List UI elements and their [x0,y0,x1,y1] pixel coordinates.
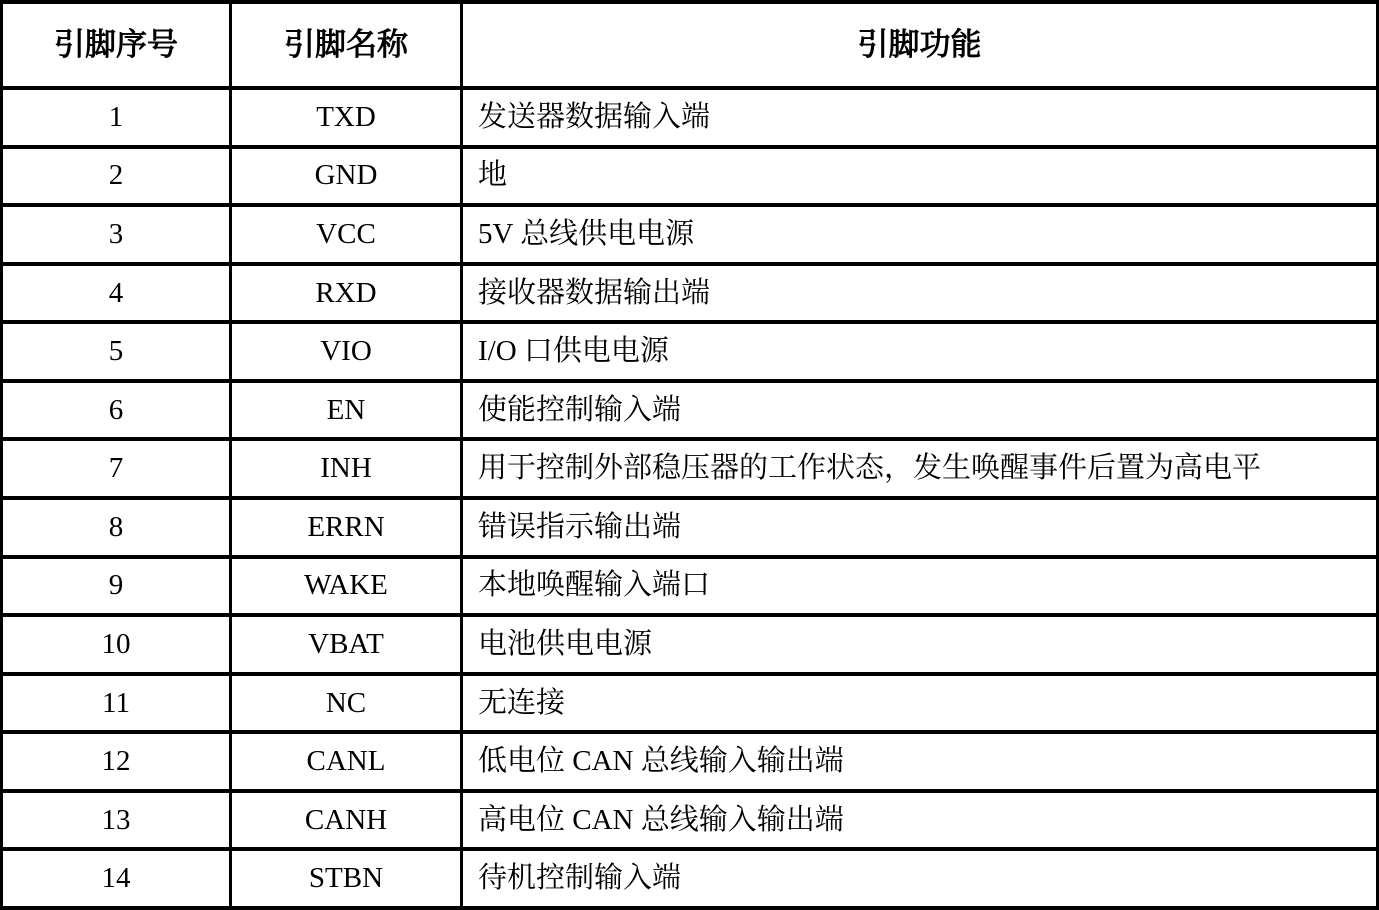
pin-name-cell: TXD [231,88,462,147]
table-row [2,557,1378,616]
pin-number-cell: 10 [2,615,231,674]
pin-function-cell: 地 [462,147,1378,206]
pin-function-cell: 用于控制外部稳压器的工作状态，发生唤醒事件后置为高电平 [462,439,1378,498]
column-header-pin-number: 引脚序号 [2,2,231,88]
table-row [2,439,1378,498]
pin-name-cell: NC [231,674,462,733]
pin-function-cell: 低电位 CAN 总线输入输出端 [462,732,1378,791]
pin-function-cell: 接收器数据输出端 [462,264,1378,323]
pin-function-cell: I/O 口供电电源 [462,322,1378,381]
pin-function-cell: 电池供电电源 [462,615,1378,674]
pin-function-cell: 本地唤醒输入端口 [462,557,1378,616]
pin-number-cell: 11 [2,674,231,733]
table-row [2,849,1378,908]
column-header-pin-name: 引脚名称 [231,2,462,88]
pin-name-cell: EN [231,381,462,440]
pin-name-cell: GND [231,147,462,206]
pin-number-cell: 1 [2,88,231,147]
header-row [2,2,1378,88]
table-row [2,732,1378,791]
pin-function-cell: 高电位 CAN 总线输入输出端 [462,791,1378,850]
pin-number-cell: 14 [2,849,231,908]
table-row [2,498,1378,557]
pin-function-cell: 发送器数据输入端 [462,88,1378,147]
pin-number-cell: 3 [2,205,231,264]
pin-number-cell: 13 [2,791,231,850]
pin-name-cell: STBN [231,849,462,908]
pin-name-cell: WAKE [231,557,462,616]
pin-number-cell: 12 [2,732,231,791]
pin-number-cell: 4 [2,264,231,323]
pin-number-cell: 6 [2,381,231,440]
table-row [2,674,1378,733]
pin-name-cell: VCC [231,205,462,264]
pin-number-cell: 5 [2,322,231,381]
pin-number-cell: 2 [2,147,231,206]
table-row [2,205,1378,264]
table-row [2,264,1378,323]
column-header-pin-function: 引脚功能 [462,2,1378,88]
pin-function-cell: 无连接 [462,674,1378,733]
table-row [2,615,1378,674]
pin-name-cell: VBAT [231,615,462,674]
pin-name-cell: CANH [231,791,462,850]
table-row [2,322,1378,381]
table-row [2,791,1378,850]
pin-function-cell: 错误指示输出端 [462,498,1378,557]
pin-function-cell: 5V 总线供电电源 [462,205,1378,264]
pin-name-cell: VIO [231,322,462,381]
table-row [2,381,1378,440]
pin-function-cell: 待机控制输入端 [462,849,1378,908]
pin-name-cell: CANL [231,732,462,791]
pin-function-cell: 使能控制输入端 [462,381,1378,440]
pin-name-cell: RXD [231,264,462,323]
pin-number-cell: 9 [2,557,231,616]
table-row [2,88,1378,147]
pin-name-cell: ERRN [231,498,462,557]
pin-name-cell: INH [231,439,462,498]
pin-number-cell: 7 [2,439,231,498]
pin-number-cell: 8 [2,498,231,557]
table-row [2,147,1378,206]
